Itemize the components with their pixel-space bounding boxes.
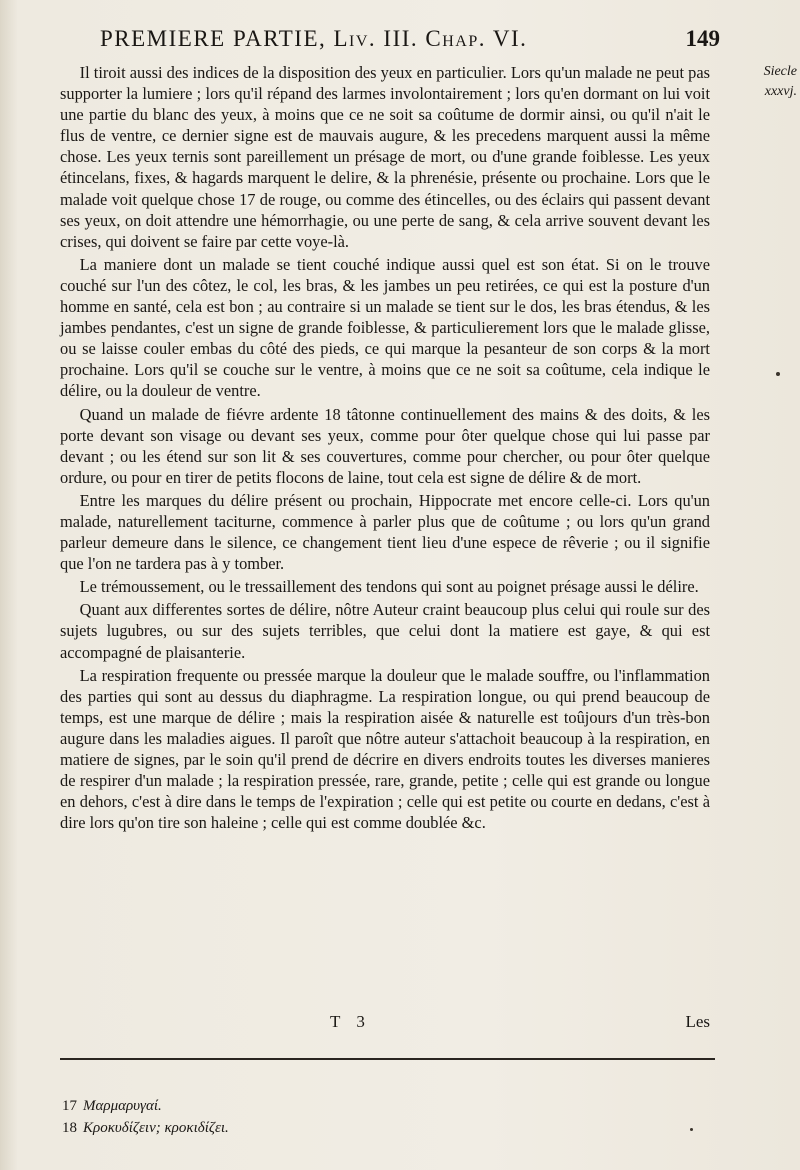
footnote-number: 17 bbox=[62, 1098, 77, 1114]
footnote-text: Μαρμαρυγαί. bbox=[83, 1098, 162, 1114]
margin-speck bbox=[690, 1128, 693, 1131]
gathering-signature: T 3 bbox=[330, 1012, 371, 1031]
page-number: 149 bbox=[685, 26, 720, 51]
margin-note-line: xxxvj. bbox=[764, 84, 797, 99]
paragraph-tendon-tremor: Le trémoussement, ou le tressaillement des tendons qui sont au poignet présage aussi le délire. bbox=[79, 577, 699, 597]
paragraph-groping-hands: Quand un malade de fiévre ardente 18 tâtonne continuellement des mains & des doits, & les porte devant son visage ou devant ses yeux, comme pour ôter quelque chose qui lui passe par devant ; ou les étend sur son lit & ses couvertures, comme pour chercher, ou pour ôter quelque ordure, ou pour en tirer de petits flocons de laine, tout cela est signe de délire & de mort. bbox=[60, 404, 710, 487]
footnote-number: 18 bbox=[62, 1120, 77, 1136]
footnotes bbox=[62, 1095, 702, 1139]
paragraph-respiration: La respiration frequente ou pressée marque la douleur que le malade souffre, ou l'inflammation des parties qui sont au dessus du diaphragme. La respiration longue, ou qui prend beaucoup de temps, est une marque de délire ; mais la respiration aisée & naturelle est toûjours d'un très-bon augure dans les maladies aigues. Il paroît que nôtre auteur s'attachoit beaucoup à la respiration, en matiere de signes, par le soin qu'il prend de décrire en divers endroits toutes les diverses manieres de respirer d'un malade ; la respiration pressée, rare, grande, petite ; celle qui est grande ou longue en dehors, c'est à dire dans le temps de l'expiration ; celle qui est petite ou courte en dedans, c'est à dire lors qu'on tire son haleine ; celle qui est comme doublée &c. bbox=[60, 665, 710, 833]
paragraph-lying-posture: La maniere dont un malade se tient couché indique aussi quel est son état. Si on le trouve couché sur l'un des côtez, le col, les bras, & les jambes un peu retirées, ce qui est la posture d'un homme en santé, cela est bon ; au contraire si un malade se tient sur le dos, les bras étendus, & les jambes pendantes, c'est un signe de grande foiblesse, & particulierement lors que le malade glisse, ou se laisse couler embas du côté des pieds, ce qui marque la pesanteur de son corps & la mort prochaine. Lors qu'il se couche sur le ventre, à moins que ce ne soit sa coûtume, cela indique le délire, ou la douleur de ventre. bbox=[60, 254, 710, 401]
paragraph-delirium-kinds: Quant aux differentes sortes de délire, nôtre Auteur craint beaucoup plus celui qui roule sur des sujets lugubres, ou sur des sujets terribles, que celui dont la matiere est gaye, & qui est accompagné de plaisanterie. bbox=[60, 600, 710, 662]
page-header bbox=[100, 26, 720, 62]
catchword: Les bbox=[685, 1012, 710, 1031]
footnote-rule bbox=[60, 1058, 715, 1060]
footnote-18 bbox=[62, 1117, 702, 1139]
margin-speck bbox=[776, 372, 780, 376]
footnote-text: Κροκυδίζειν; κροκιδίζει. bbox=[83, 1120, 229, 1136]
footnote-17 bbox=[62, 1095, 702, 1117]
paragraph-delirium-signs: Entre les marques du délire présent ou prochain, Hippocrate met encore celle-ci. Lors qu'un malade, naturellement taciturne, commence à parler plus que de coûtume ; ou lors qu'un grand parleur demeure dans le silence, ce changement tient lieu d'une espece de rêverie ; ou il signifie que l'on ne tardera pas à y tomber. bbox=[60, 490, 710, 574]
margin-note-line: Siecle bbox=[763, 64, 797, 79]
margin-note-century bbox=[717, 62, 797, 102]
paragraph-eyes: Il tiroit aussi des indices de la disposition des yeux en particulier. Lors qu'un malade ne peut pas supporter la lumiere ; lors qu'il répand des larmes involontairement ; lors qu'en dormant on lui voit une partie du blanc des yeux, à moins que ce ne soit sa coûtume de dormir ainsi, ou qu'il n'ait le flus de ventre, ce dernier signe est de mauvais augure, & les precedens marquent aussi la même chose. Les yeux ternis sont pareillement un présage de mort, ou d'une grande foiblesse. Les yeux étincelans, fixes, & hagards marquent le delire, & la phrenésie, présente ou prochaine. Lors que le malade voit quelque chose 17 de rouge, ou comme des étincelles, ou des éclairs qui passent devant ses yeux, on doit attendre une hémorrhagie, ou une perte de sang, & cela arrive souvent devant les crises, qui doivent se faire par cette voye-là. bbox=[60, 63, 710, 251]
body-text bbox=[60, 62, 710, 833]
running-head: PREMIERE PARTIE, Liv. III. Chap. VI. bbox=[100, 26, 528, 51]
signature-line bbox=[60, 1012, 710, 1038]
